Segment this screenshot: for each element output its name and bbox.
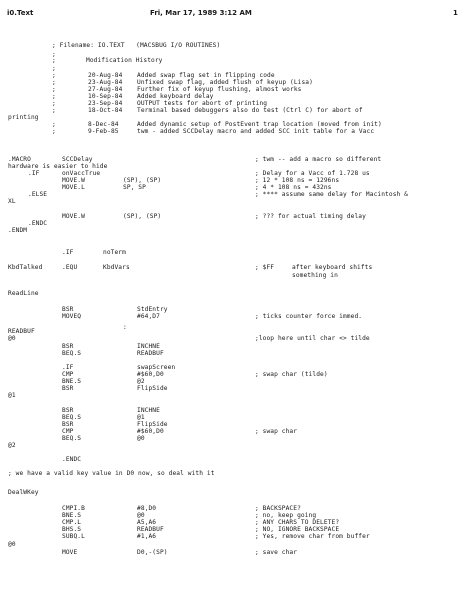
code-line-11-col-0: ; (52, 121, 56, 128)
code-line-34-col-0: CMP (62, 371, 74, 378)
code-line-16-col-1: (SP), (SP) (123, 177, 162, 184)
code-line-35-col-0: BNE.S (62, 378, 82, 385)
code-line-17-col-1: SP, SP (123, 184, 146, 191)
code-line-24-col-4: after keyboard shifts (292, 264, 373, 271)
code-line-41-col-1: #$60,D0 (137, 428, 164, 435)
code-line-6-col-0: ; (52, 86, 56, 93)
code-line-12-col-1: 9-Feb-85 (88, 128, 119, 135)
code-line-30-col-0: @0 (8, 335, 16, 342)
code-line-26-col-0: ReadLine (8, 290, 39, 297)
code-line-8-col-1: 23-Sep-84 (88, 100, 123, 107)
code-line-47-col-1: #8,D0 (137, 505, 157, 512)
code-line-17-col-0: MOVE.L (62, 184, 85, 191)
code-line-32-col-1: READBUF (137, 350, 164, 357)
code-line-9-col-2: Terminal based debuggers also do test (Ctrl C) for abort of (137, 107, 363, 114)
code-line-11-col-1: 8-Dec-84 (88, 121, 119, 128)
code-line-42-col-1: @0 (137, 435, 145, 442)
code-line-21-col-0: .ENDC (28, 220, 48, 227)
code-line-51-col-0: SUBQ.L (62, 533, 85, 540)
code-line-19-col-0: XL (8, 198, 16, 205)
code-line-4-col-2: Added swap flag set in flipping code (137, 72, 275, 79)
code-line-53-col-1: D0,-(SP) (137, 549, 168, 556)
code-line-7-col-1: 10-Sep-84 (88, 93, 123, 100)
code-line-15-col-2: ; Delay for a Vacc of 1.728 us (255, 170, 370, 177)
code-line-31-col-0: BSR (62, 343, 74, 350)
code-line-27-col-1: StdEntry (137, 306, 168, 313)
code-line-12-col-2: twm - added SCCDelay macro and added SCC init table for a Vacc (137, 128, 375, 135)
code-line-28-col-1: #64,D7 (137, 313, 160, 320)
code-line-40-col-0: BSR (62, 421, 74, 428)
code-line-34-col-2: ; swap char (tilde) (255, 371, 328, 378)
code-line-6-col-2: Further fix of keyup flushing, almost works (137, 86, 302, 93)
code-line-51-col-2: ; Yes, remove char from buffer (255, 533, 370, 540)
code-line-37-col-0: @1 (8, 392, 16, 399)
code-line-25-col-0: something in (292, 272, 338, 279)
code-line-11-col-2: Added dynamic setup of PostEvent trap location (moved from init) (137, 121, 382, 128)
code-line-32-col-0: BEQ.S (62, 350, 82, 357)
code-line-33-col-0: .IF (62, 364, 74, 371)
code-line-43-col-0: @2 (8, 442, 16, 449)
code-line-13-col-2: ; twm -- add a macro so different (255, 156, 382, 163)
code-line-45-col-0: ; we have a valid key value in D0 now, so deal with it (8, 470, 215, 477)
code-line-48-col-2: ; no, keep going (255, 512, 317, 519)
code-line-50-col-0: BHS.S (62, 526, 82, 533)
code-line-4-col-1: 20-Aug-84 (88, 72, 123, 79)
code-line-12-col-0: ; (52, 128, 56, 135)
code-line-49-col-2: ; ANY CHARS TO DELETE? (255, 519, 340, 526)
code-line-39-col-1: @1 (137, 414, 145, 421)
code-line-29-col-0: READBUF (8, 328, 35, 335)
code-line-46-col-0: DealWKey (8, 489, 39, 496)
code-line-20-col-1: (SP), (SP) (123, 213, 162, 220)
code-line-18-col-0: .ELSE (28, 191, 48, 198)
code-line-14-col-0: hardware is easier to hide (8, 163, 108, 170)
code-line-8-col-2: OUTPUT tests for abort of printing (137, 100, 268, 107)
code-line-24-col-2: KbdVars (103, 264, 130, 271)
code-line-4-col-0: ; (52, 72, 56, 79)
code-line-6-col-1: 27-Aug-84 (88, 86, 123, 93)
code-line-41-col-0: CMP (62, 428, 74, 435)
code-line-50-col-1: READBUF (137, 526, 164, 533)
code-line-31-col-1: INCHNE (137, 343, 160, 350)
code-line-16-col-2: ; 12 * 108 ns = 1296ns (255, 177, 340, 184)
code-line-17-col-2: ; 4 * 108 ns = 432ns (255, 184, 332, 191)
code-line-27-col-0: BSR (62, 306, 74, 313)
code-line-38-col-0: BSR (62, 407, 74, 414)
code-line-5-col-0: ; (52, 79, 56, 86)
code-line-30-col-1: ;loop here until char <> tilde (255, 335, 370, 342)
code-line-34-col-1: #$60,D0 (137, 371, 164, 378)
code-line-3-col-0: ; (52, 65, 56, 72)
code-line-16-col-0: MOVE.W (62, 177, 85, 184)
print-datetime: Fri, Mar 17, 1989 3:12 AM (150, 9, 252, 17)
code-line-50-col-2: ; NO, IGNORE BACKSPACE (255, 526, 340, 533)
code-line-48-col-1: @0 (137, 512, 145, 519)
code-line-7-col-0: ; (52, 93, 56, 100)
code-line-44-col-0: .ENDC (62, 456, 82, 463)
code-line-9-col-1: 18-Oct-84 (88, 107, 123, 114)
code-line-22-col-0: .ENDM (8, 227, 28, 234)
code-line-52-col-0: @0 (8, 541, 16, 548)
code-line-13-col-0: .MACRO (8, 156, 31, 163)
code-line-8-col-0: ; (52, 100, 56, 107)
code-line-23-col-1: noTerm (103, 249, 126, 256)
code-line-49-col-0: CMP.L (62, 519, 82, 526)
code-line-36-col-0: BSR (62, 385, 74, 392)
code-line-5-col-1: 23-Aug-84 (88, 79, 123, 86)
code-line-24-col-0: KbdTalked (8, 264, 43, 271)
code-line-40-col-1: FlipSide (137, 421, 168, 428)
code-line-28-col-2: ; ticks counter force immed. (255, 313, 363, 320)
code-line-15-col-1: onVaccTrue (62, 170, 101, 177)
code-line-36-col-1: FlipSide (137, 385, 168, 392)
code-line-20-col-2: ; ??? for actual timing delay (255, 213, 366, 220)
code-line-5-col-2: Unfixed swap flag, added flush of keyup (Lisa) (137, 79, 313, 86)
code-line-0-col-0: ; Filename: IO.TEXT (MACSBUG I/O ROUTINES) (52, 42, 221, 49)
code-line-51-col-1: #1,A6 (137, 533, 157, 540)
code-line-47-col-2: ; BACKSPACE? (255, 505, 301, 512)
code-line-48-col-0: BNE.S (62, 512, 82, 519)
code-line-53-col-0: MOVE (62, 549, 78, 556)
code-line-18-col-1: ; **** assume same delay for Macintosh & (255, 191, 409, 198)
code-line-24-col-3: ; $FF (255, 264, 275, 271)
continuation-mark: : (123, 324, 127, 331)
code-line-24-col-1: .EQU (62, 264, 78, 271)
file-name: i0.Text (7, 9, 34, 17)
code-line-28-col-0: MOVEQ (62, 313, 82, 320)
code-line-42-col-0: BEQ.S (62, 435, 82, 442)
code-line-20-col-0: MOVE.W (62, 213, 85, 220)
code-line-1-col-0: ; (52, 51, 56, 58)
code-line-2-col-1: Modification History (86, 57, 163, 64)
code-line-35-col-1: @2 (137, 378, 145, 385)
code-line-47-col-0: CMPI.B (62, 505, 85, 512)
code-line-41-col-2: ; swap char (255, 428, 298, 435)
page-number: 1 (453, 9, 458, 17)
code-line-10-col-0: printing (8, 114, 39, 121)
code-line-2-col-0: ; (52, 57, 56, 64)
code-line-7-col-2: Added keyboard delay (137, 93, 214, 100)
code-line-13-col-1: SCCDelay (62, 156, 93, 163)
code-line-49-col-1: A5,A6 (137, 519, 157, 526)
code-line-9-col-0: ; (52, 107, 56, 114)
code-line-53-col-2: ; save char (255, 549, 298, 556)
code-line-15-col-0: .IF (28, 170, 40, 177)
code-line-38-col-1: INCHNE (137, 407, 160, 414)
code-line-39-col-0: BEQ.S (62, 414, 82, 421)
code-line-23-col-0: .IF (62, 249, 74, 256)
code-line-33-col-1: swapScreen (137, 364, 176, 371)
